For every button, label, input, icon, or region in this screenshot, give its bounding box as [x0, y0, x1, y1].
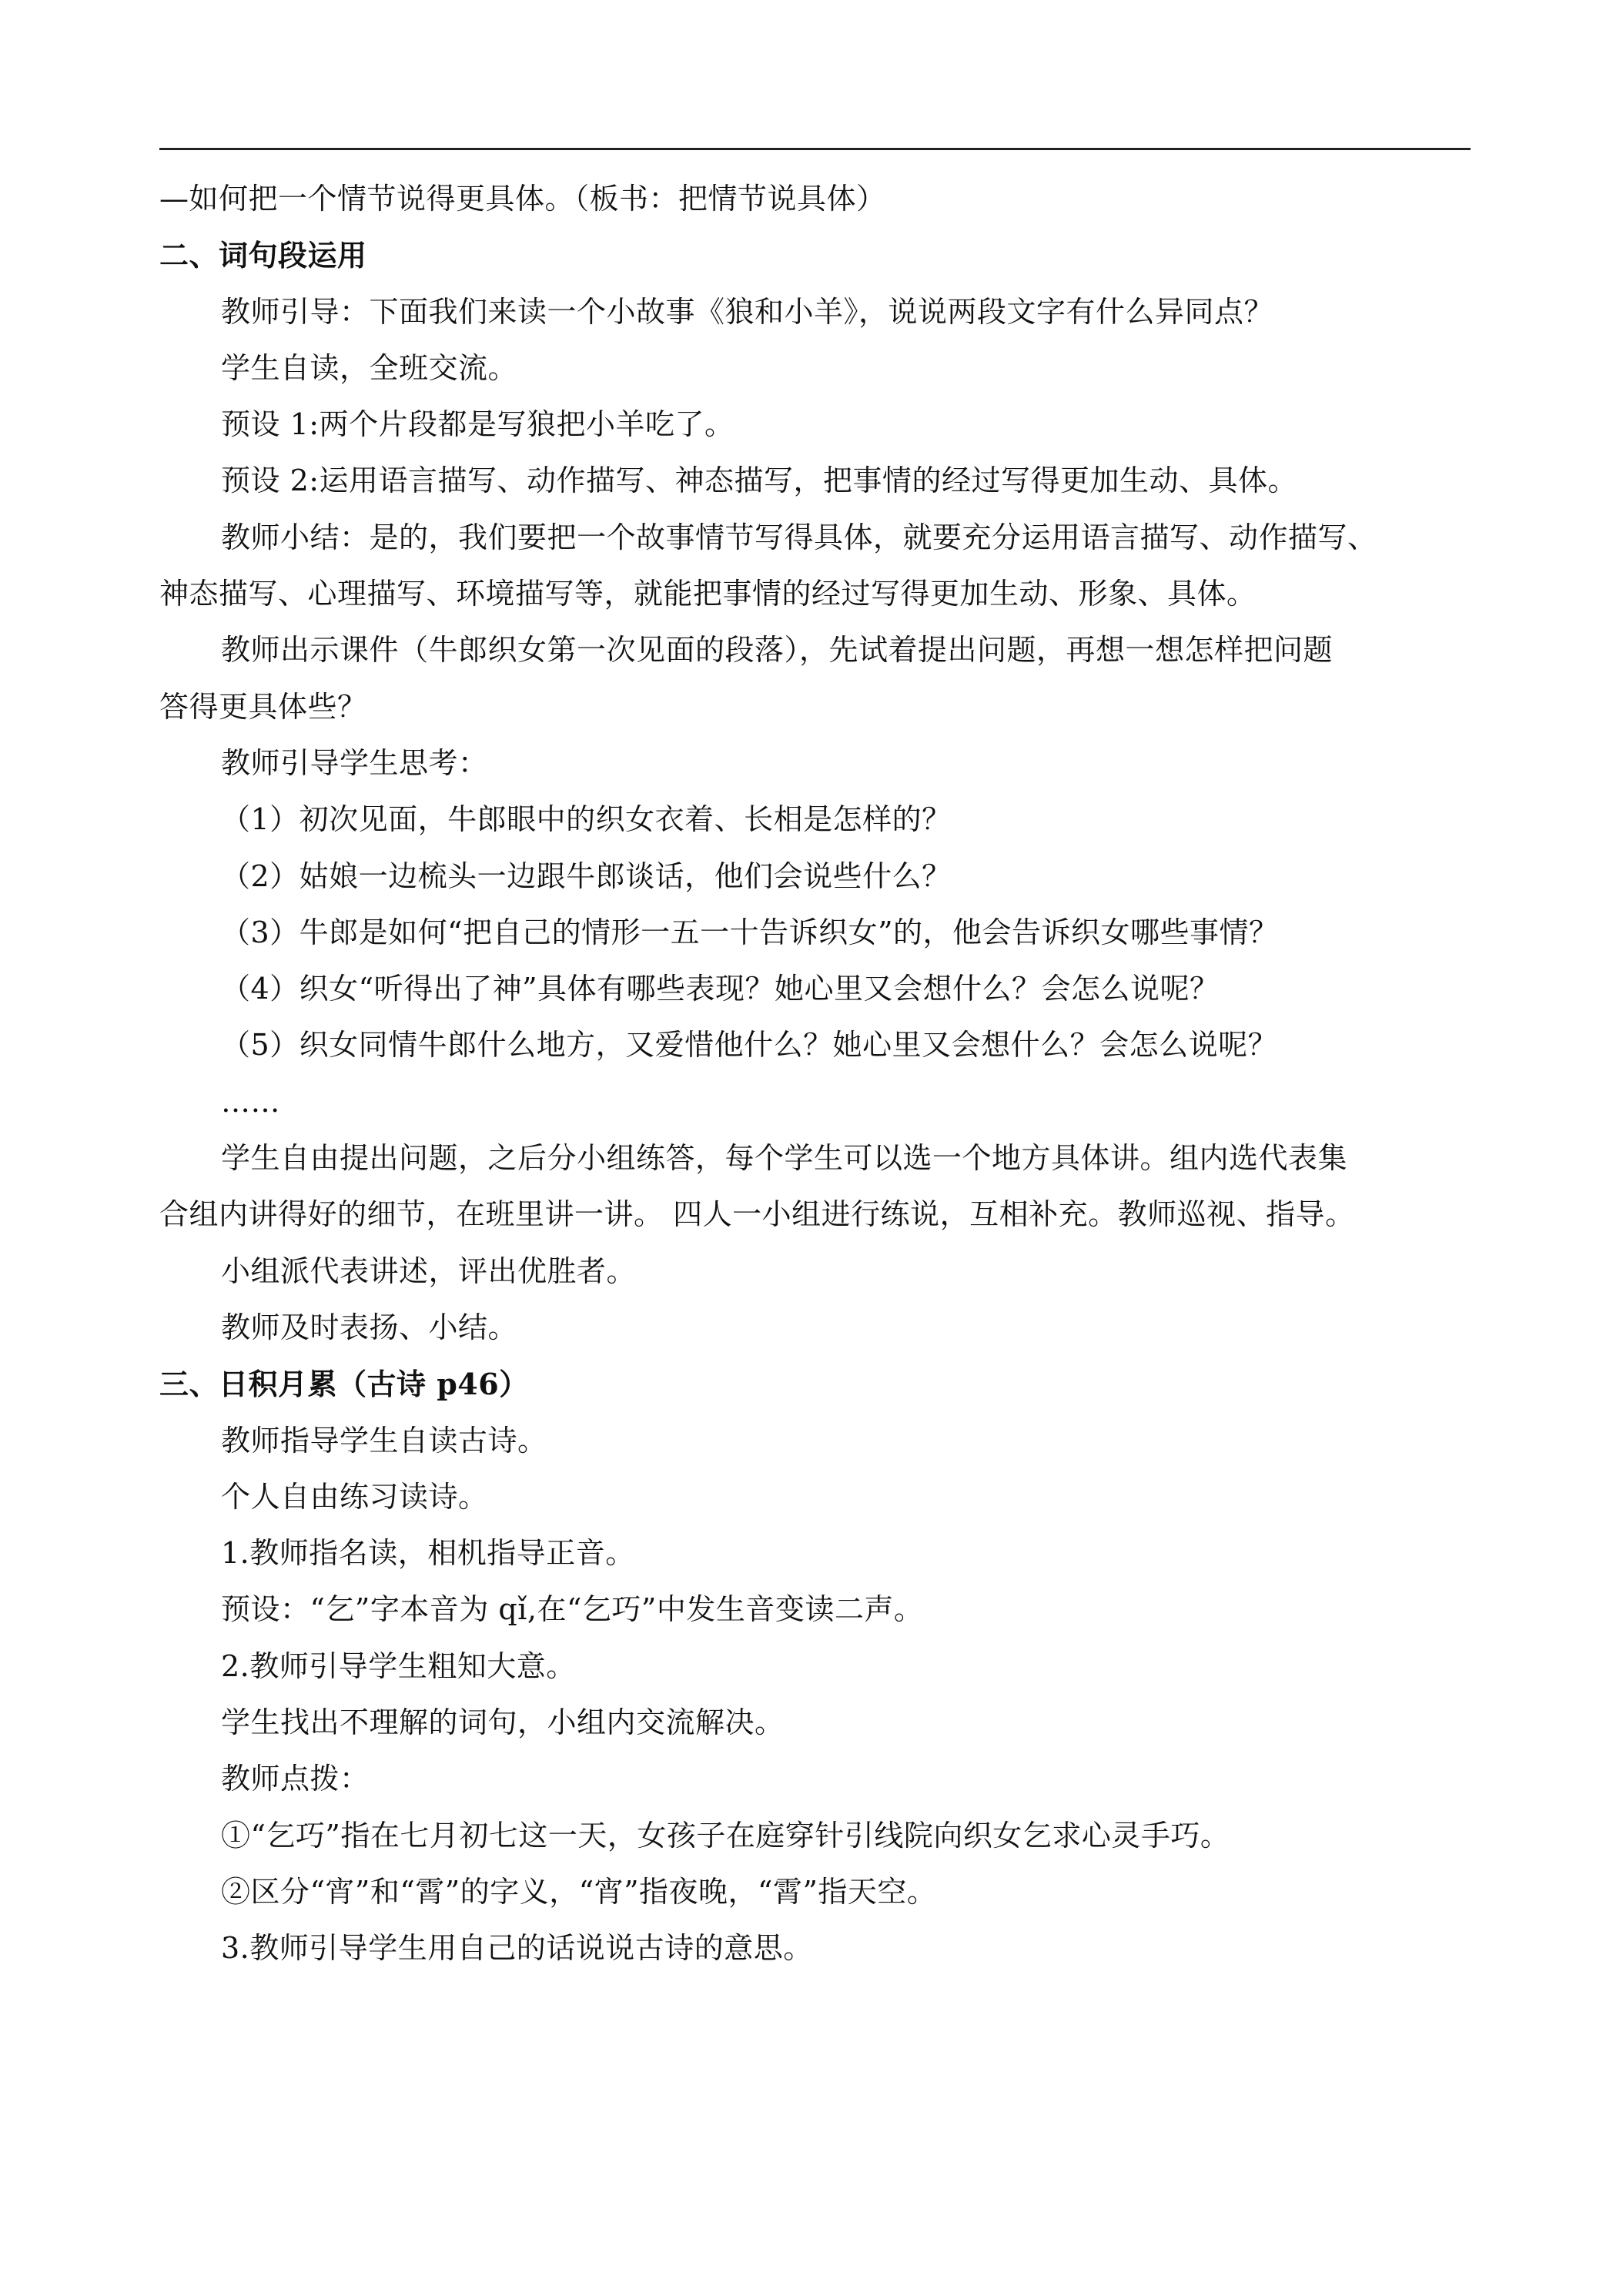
header-rule [159, 148, 1471, 150]
paragraph-group-discussion: 学生找出不理解的词句，小组内交流解决。 [221, 1705, 785, 1740]
step-item-2: 2.教师引导学生粗知大意。 [221, 1648, 576, 1683]
question-item-4: （4）织女“听得出了神”具体有哪些表现？她心里又会想什么？会怎么说呢？ [221, 972, 1220, 1006]
paragraph-courseware-line-2: 答得更具体些？ [159, 689, 367, 724]
tip-item-2: ②区分“宵”和“霄”的字义，“宵”指夜晚，“霄”指天空。 [221, 1874, 937, 1909]
paragraph-praise: 教师及时表扬、小结。 [221, 1310, 518, 1344]
document-body [159, 171, 1471, 1977]
paragraph-summary-line-2: 神态描写、心理描写、环境描写等，就能把事情的经过写得更加生动、形象、具体。 [159, 577, 1257, 611]
paragraph-self-read: 学生自读，全班交流。 [221, 350, 518, 385]
step-item-1: 1.教师指名读，相机指导正音。 [221, 1536, 635, 1571]
question-item-2: （2）姑娘一边梳头一边跟牛郎谈话，他们会说些什么？ [221, 858, 952, 893]
paragraph-summary-line-1: 教师小结：是的，我们要把一个故事情节写得具体，就要充分运用语言描写、动作描写、 [221, 520, 1377, 554]
text-line-continuation: —如何把一个情节说得更具体。（板书：把情节说具体） [159, 182, 886, 216]
paragraph-teacher-guide: 教师引导：下面我们来读一个小故事《狼和小羊》，说说两段文字有什么异同点？ [221, 294, 1274, 329]
paragraph-preset-2: 预设 2:运用语言描写、动作描写、神态描写，把事情的经过写得更加生动、具体。 [221, 464, 1298, 498]
step-item-3: 3.教师引导学生用自己的话说说古诗的意思。 [221, 1931, 813, 1966]
paragraph-courseware-line-1: 教师出示课件（牛郎织女第一次见面的段落），先试着提出问题，再想一想怎样把问题 [221, 633, 1334, 668]
paragraph-group-practice-line-2: 合组内讲得好的细节，在班里讲一讲。 四人一小组进行练说，互相补充。教师巡视、指导。 [159, 1197, 1355, 1232]
tip-item-1: ①“乞巧”指在七月初七这一天，女孩子在庭穿针引线院向织女乞求心灵手巧。 [221, 1818, 1230, 1853]
paragraph-group-practice-line-1: 学生自由提出问题，之后分小组练答，每个学生可以选一个地方具体讲。组内选代表集 [221, 1141, 1348, 1176]
section-heading-daily-accumulation: 三、日积月累（古诗 p46） [159, 1367, 529, 1402]
paragraph-representative: 小组派代表讲述，评出优胜者。 [221, 1253, 637, 1288]
question-item-3: （3）牛郎是如何“把自己的情形一五一十告诉织女”的，他会告诉织女哪些事情？ [221, 915, 1279, 949]
question-item-1: （1）初次见面，牛郎眼中的织女衣着、长相是怎样的？ [221, 802, 952, 837]
ellipsis-line: …… [221, 1084, 280, 1119]
paragraph-poem-self-read: 教师指导学生自读古诗。 [221, 1423, 547, 1458]
paragraph-pronunciation-preset: 预设：“乞”字本音为 qǐ,在“乞巧”中发生音变读二声。 [221, 1592, 924, 1627]
section-heading-word-sentence: 二、词句段运用 [159, 238, 367, 273]
question-item-5: （5）织女同情牛郎什么地方，又爱惜他什么？她心里又会想什么？会怎么说呢？ [221, 1028, 1278, 1063]
paragraph-preset-1: 预设 1:两个片段都是写狼把小羊吃了。 [221, 407, 735, 442]
paragraph-think-intro: 教师引导学生思考： [221, 745, 488, 780]
paragraph-practice-reading: 个人自由练习读诗。 [221, 1479, 488, 1514]
paragraph-teacher-tips: 教师点拨： [221, 1762, 370, 1796]
